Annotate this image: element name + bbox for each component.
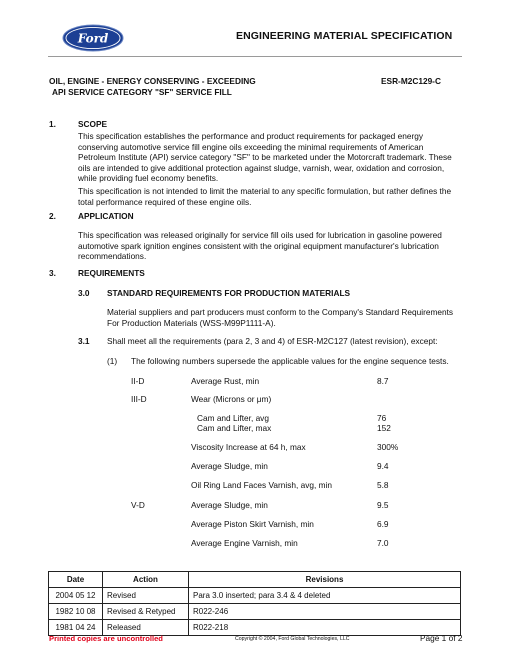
text-line: This specification was released originally for service fill oils used for lubrication in gasoline powered (78, 230, 442, 240)
application-paragraph (78, 230, 462, 262)
text-line: automotive spark ignition engines consistent with the original equipment manufacturer's lubrication (78, 240, 439, 251)
document-type-title: ENGINEERING MATERIAL SPECIFICATION (236, 30, 453, 42)
section-number-requirements: 3. (49, 268, 56, 278)
header-divider (48, 56, 462, 57)
subsection-number-3-0: 3.0 (78, 288, 90, 298)
section-heading-requirements: REQUIREMENTS (78, 268, 145, 278)
subsection-3-1-text: Shall meet all the requirements (para 2, 3 and 4) of ESR-M2C127 (latest revision), except: (107, 336, 438, 346)
text-line: oils are intended to give additional protection against sludge, varnish, wear, oxidation and corrosion, (78, 162, 445, 173)
column-header-revisions: Revisions (189, 572, 461, 588)
subsection-heading-3-0: STANDARD REQUIREMENTS FOR PRODUCTION MATERIALS (107, 288, 351, 298)
test-value-vd-sludge: 9.5 (377, 500, 389, 510)
test-value-vd-engine: 7.0 (377, 538, 389, 548)
subsection-3-0-paragraph (107, 307, 462, 328)
column-header-date: Date (49, 572, 103, 588)
test-value-iiid-sludge: 9.4 (377, 461, 389, 471)
list-item-number-1: (1) (107, 356, 118, 366)
spec-number: ESR-M2C129-C (381, 76, 441, 86)
section-heading-scope: SCOPE (78, 119, 108, 129)
list-item-1-text: The following numbers supersede the applicable values for the engine sequence tests. (131, 356, 449, 366)
revision-action: Revised (103, 588, 189, 604)
copyright-notice: Copyright © 2004, Ford Global Technologies, LLC (235, 636, 350, 642)
test-value-iiid-cam-avg: 76 (377, 413, 387, 423)
test-value-iiid-cam-max: 152 (377, 423, 391, 433)
test-label-vd-piston: Average Piston Skirt Varnish, min (191, 519, 314, 529)
test-seq-iid: II-D (131, 376, 145, 386)
test-label-iiid-cam-avg: Cam and Lifter, avg (197, 413, 269, 423)
text-line: while providing fuel economy benefits. (78, 173, 219, 184)
test-label-iiid-viscosity: Viscosity Increase at 64 h, max (191, 442, 306, 452)
test-value-iiid-oil-ring: 5.8 (377, 480, 389, 490)
text-line: This specification is not intended to limit the material to any specific formulation, but rather defines the (78, 186, 452, 196)
column-header-action: Action (103, 572, 189, 588)
text-line: conserving automotive service fill engine oils exceeding the minimal requirements of American (78, 141, 424, 152)
revision-description: R022-218 (189, 620, 461, 636)
revision-action: Released (103, 620, 189, 636)
text-line: Petroleum Institute (API) service category "SF" to be marketed under the Motorcraft trademark. These (78, 152, 452, 163)
revision-history-table (48, 571, 461, 636)
test-value-iiid-viscosity: 300% (377, 442, 399, 452)
revision-date: 2004 05 12 (49, 588, 103, 604)
scope-paragraph-2 (78, 186, 462, 207)
test-label-iiid-cam-max: Cam and Lifter, max (197, 423, 272, 433)
revision-description: R022-246 (189, 604, 461, 620)
table-row (49, 604, 461, 620)
test-seq-vd: V-D (131, 500, 145, 510)
text-line: total performance required of these engine oils. (78, 196, 252, 207)
revision-date: 1981 04 24 (49, 620, 103, 636)
ford-logo (62, 24, 124, 52)
section-number-application: 2. (49, 211, 56, 221)
section-number-scope: 1. (49, 119, 56, 129)
test-value-iid-rust: 8.7 (377, 376, 389, 386)
spec-title-line1: OIL, ENGINE - ENERGY CONSERVING - EXCEEDING (49, 76, 256, 86)
text-line: This specification establishes the performance and product requirements for packaged energy (78, 131, 423, 141)
revision-action: Revised & Retyped (103, 604, 189, 620)
text-line: For Production Materials (WSS-M99P1111-A). (107, 317, 276, 328)
table-header-row (49, 572, 461, 588)
test-label-iiid-wear: Wear (Microns or μm) (191, 394, 272, 404)
text-line: Material suppliers and part producers must conform to the Company's Standard Requirements (107, 307, 454, 317)
test-value-vd-piston: 6.9 (377, 519, 389, 529)
test-label-iiid-sludge: Average Sludge, min (191, 461, 268, 471)
test-label-vd-sludge: Average Sludge, min (191, 500, 268, 510)
revision-date: 1982 10 08 (49, 604, 103, 620)
table-row (49, 588, 461, 604)
spec-title-line2: API SERVICE CATEGORY "SF" SERVICE FILL (52, 87, 232, 97)
ford-logo-text: Ford (77, 31, 109, 46)
text-line: recommendations. (78, 251, 147, 262)
scope-paragraph-1 (78, 131, 462, 184)
test-label-iid-rust: Average Rust, min (191, 376, 260, 386)
section-heading-application: APPLICATION (78, 211, 134, 221)
uncontrolled-copy-notice: Printed copies are uncontrolled (49, 634, 163, 643)
subsection-number-3-1: 3.1 (78, 336, 90, 346)
test-label-iiid-oil-ring: Oil Ring Land Faces Varnish, avg, min (191, 480, 332, 490)
test-seq-iiid: III-D (131, 394, 147, 404)
revision-description: Para 3.0 inserted; para 3.4 & 4 deleted (189, 588, 461, 604)
test-label-vd-engine: Average Engine Varnish, min (191, 538, 298, 548)
page-number: Page 1 of 2 (420, 633, 463, 643)
